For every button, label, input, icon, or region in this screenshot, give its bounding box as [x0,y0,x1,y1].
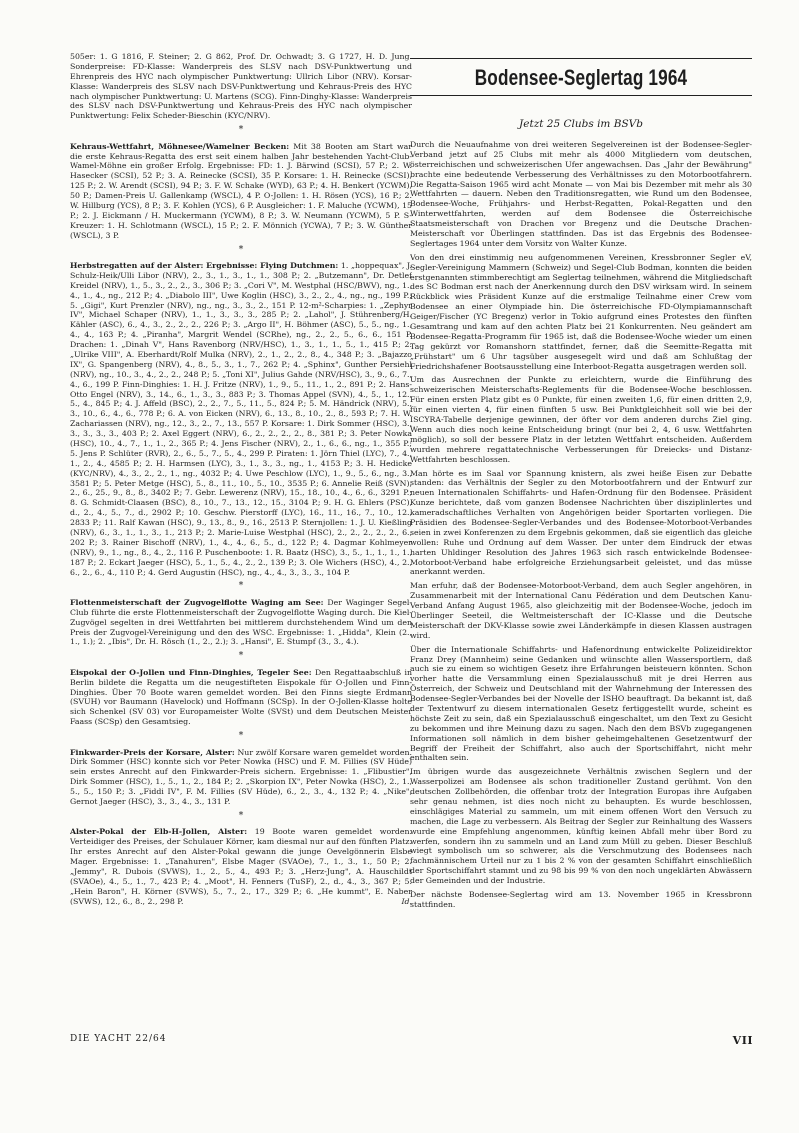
section-text: Mit 38 Booten am Start war die erste Kehraus-Regatta des erst seit einem halben Jahr bestehenden Yacht-Club-Wamel-Möhne ein großer Erfolg. Ergebnisse: FD: 1. J. Bärwind (SCSI), 57 P.; 2. W. Hasecker (SCSI), 52 P.; 3. A. Reinecke (SCSI), 35 P. Korsare: 1. H. Reinecke (SCSI), 125 P.; 2. W. Arendt (SCSI), 94 P.; 3. F. W. Schake (WYD), 63 P.; 4. H. Benkert (YCWM), 50 P.; Damen-Preis U. Gallenkamp (WSCL), 4 P. O-Jollen: 1. H. Rösen (YCS), 16 P.; 2. W. Hillburg (YCS), 8 P.; 3. F. Kohlen (YCS), 6 P. Ausgleicher: 1. F. Maluche (YCWM), 15 P.; 2. J. Eickmann / H. Muckermann (YCWM), 8 P.; 3. W. Neumann (YCWM), 5 P. S-Kreuzer: 1. H. Schlotmann (WSCL), 15 P.; 2. F. Mönnich (YCWA), 7 P.; 3. W. Günther (WSCL), 3 P. [70,141,412,240]
section-title: Finkwarder-Preis der Korsare, Alster: [70,747,235,757]
article-paragraph: Man hörte es im Saal vor Spannung knistern, als zwei heiße Eisen zur Debatte standen: das Verhältnis der Segler zu den Motorbootfahrern und der Entwurf zur neuen Internationalen Schiffahrts- und Hafen-Ordnung für den Bodensee. Präsident Kunze berichtete, daß vom ganzen Bodensee Nachrichten über disziplinlertes und kameradschaftliches Verhalten von Angehörigen beider Sportarten vorliegen. Die Präsidien des Bodensee-Segler-Verbandes und des Bodensee-Motorboot-Verbandes seien in zwei Konferenzen zu dem Ergebnis gekommen, daß sie eigentlich das gleiche wollen: Ruhe und Ordnung auf dem Wasser. Der unter dem Eindruck der etwas harten Uhldinger Resolution des Jahres 1963 sich rasch entwickelnde Bodensee-Motorboot-Verband habe erfolgreiche Erziehungsarbeit geleistet, und das müsse anerkannt werden. [410,468,752,577]
article-subheadline: Jetzt 25 Clubs im BSVb [519,118,643,130]
article-header [410,58,752,130]
section-title: Herbstregatten auf der Alster: Ergebnisse: Flying Dutchmen: [70,260,339,270]
section-text: Den Regattaabschluß in Berlin bildete die Regatta um die neugestifteten Eispokale für O-Jollen und Finn-Dinghies. Über 70 Boote waren gemeldet worden. Bei den Finns siegte Erdmann (SVUH) vor Baumann (Havelock) und Hoffmann (SCSp). In der O-Jollen-Klasse holte sich Schenkel (SV 03) vor Europameister Wolte (SVSt) und dem Deutschen Meister Faass (SCSp) den Gesamtsieg. [70,667,412,727]
section-text: 1. „hoppequax", J. Schulz-Heik/Ulli Libor (NRV), 2., 3., 1., 3., 1., 1., 308 P.; 2. „Butzemann", Dr. Detlef Kreidel (NRV), 1., 5., 3., 2., 2., 3., 306 P.; 3. „Cori V", M. Westphal (HSC/BWV), ng., 1., 4., 1., 4., ng., 212 P.; 4. „Diabolo III", Uwe Koglin (HSC), 3., 2., 2., 4., ng., ng., 199 P.; 5. „Gigi", Kurt Prenzler (NRV), ng., ng., 3., 3., 2., 151 P. 12-m²-Scharpies: 1. „Zephyr IV", Michael Schaper (NRV), 1., 1., 3., 3., 3., 285 P.; 2. „Lahol", J. Stührenberg/H. Kähler (ASC), 6., 4., 3., 2., 2., 2., 226 P.; 3. „Argo II", H. Böhmer (ASC), 5., 5., ng., 1., 4., 4., 163 P.; 4. „Piranha", Margrit Wendel (SCRhe), ng., 2., 2., 5., 6., 6., 151 P. Drachen: 1. „Dinah V", Hans Ravenborg (NRV/HSC), 1., 3., 1., 1., 5., 1., 415 P.; 2. „Ulrike VIII", A. Eberhardt/Rolf Mulka (NRV), 2., 1., 2., 2., 8., 4., 348 P.; 3. „Bajazzo IX", G. Spangenberg (NRV), 4., 8., 5., 3., 1., 7., 262 P.; 4. „Sphinx", Gunther Persiehl (NRV), ng., 10., 3., 4., 2., 2., 248 P.; 5. „Toni XI", Julius Gahde (NRV/HSC), 3., 9., 6., 7., 4., 6., 199 P. Finn-Dinghies: 1. H. J. Fritze (NRV), 1., 9., 5., 11., 1., 2., 891 P.; 2. Hans-Otto Engel (NRV), 3., 14., 6., 1., 3., 3., 883 P.; 3. Thomas Appel (SVN), 4., 5., 1., 12., 5., 4., 845 P.; 4. J. Affeld (BSC), 2., 2., 7., 5., 11., 5., 824 P.; 5. M. Händrick (NRV), 5., 3., 10., 6., 4., 6., 778 P.; 6. A. von Eicken (NRV), 6., 13., 8., 10., 2., 8., 593 P.; 7. H. W. Zachariassen (NRV), ng., 12., 3., 2., 7., 13., 557 P. Korsare: 1. Dirk Sommer (HSC), 3., 3., 3., 3., 3., 403 P.; 2. Axel Eggert (NRV), 6., 2., 2., 2., 2., 8., 381 P.; 3. Peter Nowka (HSC), 10., 4., 7., 1., 1., 2., 365 P.; 4. Jens Fischer (NRV), 2., 1., 6., 6., ng., 1., 355 P.; 5. Jens P. Schlüter (RVR), 2., 6., 5., 7., 5., 4., 299 P. Piraten: 1. Jörn Thiel (LYC), 7., 4., 1., 2., 4., 4585 P.; 2. H. Harmsen (LYC), 3., 1., 3., 3., ng., 1., 4153 P.; 3. H. Hedicke (KYC/NRV), 4., 3., 2., 2., 1., ng., 4032 P.; 4. Uwe Peschlow (LYC), 1., 9., 5., 6., ng., 3., 3581 P.; 5. Peter Metge (HSC), 5., 8., 11., 10., 5., 10., 3535 P.; 6. Annelie Reiß (SVN), 2., 6., 25., 9., 8., 8., 3402 P.; 7. Gebr. Lewerenz (NRV), 15., 18., 10., 4., 6., 6., 3291 P.; 8. G. Schmidt-Claasen (BSC), 8., 10., 7., 13., 12., 15., 3104 P.; 9. H. G. Ehlers (PSC), d., 2., 4., 5., 7., d., 2902 P.; 10. Geschw. Pierstorff (LYC), 16., 11., 16., 7., 10., 12., 2833 P.; 11. Ralf Kawan (HSC), 9., 13., 8., 9., 16., 2513 P. Sternjollen: 1. J. U. Kießling (NRV), 6., 3., 1., 1., 3., 1., 213 P.; 2. Marie-Luise Westphal (HSC), 2., 2., 2., 2., 2., 6., 202 P.; 3. Rainer Bischoff (NRV), 1., 4., 4., 6., 5., d., 122 P.; 4. Dagmar Kohlmeyer (NRV), 9., 1., ng., 8., 4., 2., 116 P. Puschenboote: 1. R. Baatz (HSC), 3., 5., 1., 1., 1., 1., 187 P.; 2. Eckart Jaeger (HSC), 5., 1., 5., 4., 2., 2., 139 P.; 3. Ole Wichers (HSC), 4., 2., 6., 2., 6., 4., 110 P.; 4. Gerd Augustin (HSC), ng., 4., 4., 3., 3., 3., 104 P. [70,260,412,577]
section-separator: * [238,125,244,136]
headline-bottom-rule [410,95,752,96]
article-paragraph: Im übrigen wurde das ausgezeichnete Verhältnis zwischen Seglern und der Wasserpolizei am Bodensee als schon traditioneller Zustand gerühmt. Von den deutschen Zollbehörden, die offenbar trotz der Integration Europas ihre Aufgaben sehr genau nehmen, ist dies noch nicht zu behaupten. Es wurde beschlossen, einschlägiges Material zu sammeln, um mit einem offenen Wort den Versuch zu machen, die Lage zu verbessern. Als Beitrag der Segler zur Reinhaltung des Wassers wurde eine Empfehlung angenommen, künftig keinen Abfall mehr über Bord zu werfen, sondern ihn zu sammeln und an Land zum Müll zu geben. Dieser Beschluß wiegt symbolisch um so schwerer, als die Verschmutzung des Bodensees nach fachmännischem Urteil nur zu 1 bis 2 % von der gesamten Schiffahrt einschließlich der Sportschiffahrt stammt und zu 98 bis 99 % von den noch ungeklärten Abwässern der Gemeinden und der Industrie. [410,767,752,886]
results-section [70,827,412,906]
article-paragraph: Von den drei einstimmig neu aufgenommenen Vereinen, Kressbronner Segler eV, Segler-Vereinigung Mammern (Schweiz) und Segel-Club Bodman, konnten die beiden erstgenannten stimmberechtigt am Seglertag teilnehmen, während die Mitgliedschaft des SC Bodman erst nach der Anerkennung durch den DSV wirksam wird. In seinem Rückblick wies Präsident Kunze auf die erstmalige Teilnahme einer Crew vom Bodensee an einer Olympiade hin. Die österreichische FD-Olympiamannschaft Geiger/Fischer (YC Bregenz) verlor in Tokio aufgrund eines Protestes den fünften Gesamtrang und kam auf den achten Platz bei 21 Konkurrenten. Neu geändert am Bodensee-Regatta-Programm für 1965 ist, daß die Bodensee-Woche wieder um einen Tag gekürzt vor Romanshorn stattfindet, ferner, daß die Seemitte-Regatta mit „Frühstart" um 6 Uhr tagsüber ausgesegelt wird und daß am Schlußtag der Friedrichshafener Bootsausstellung eine Interboot-Regatta ausgetragen werden soll. [410,252,752,371]
results-section [70,668,412,727]
section-title: Flottenmeisterschaft der Zugvogelflotte Waging am See: [70,597,324,607]
section-separator: * [238,244,244,255]
section-text: 19 Boote waren gemeldet worden. Verteidiger des Preises, der Schulauer Körner, kam diesmal nur auf den fünften Platz. Ihr erstes Anrecht auf den Alster-Pokal gewann die junge Oevelgönnerin Elsbe Mager. Ergebnisse: 1. „Tanahuren", Elsbe Mager (SVAOe), 7., 1., 3., 1., 50 P.; 2. „Jemmy", R. Dubois (SVWS), 1., 2., 5., 4., 493 P.; 3. „Herz-Jung", A. Hauschildt (SVAOe), 4., 5., 1., 7., 423 P.; 4. „Moot", H. Fenners (TuSF), 2., d., 4., 3., 367 P.; 5. „Hein Baron", H. Körner (SVWS), 5., 7., 2., 17., 329 P.; 6. „He kummt", E. Naber (SVWS), 12., 6., 8., 2., 298 P. [70,827,412,906]
magazine-issue: DIE YACHT 22/64 [70,1034,167,1044]
article-paragraph: Durch die Neuaufnahme von drei weiteren Segelvereinen ist der Bodensee-Segler-Verband jetzt auf 25 Clubs mit mehr als 4000 Mitgliedern vom deutschen, österreichischen und schweizerischen Ufer angewachsen. Das „Jahr der Bewährung" brachte eine bedeutende Verbesserung des Verhältnisses zu den Motorbootfahrern. Die Regatta-Saison 1965 wird acht Monate — von Mai bis Dezember mit mehr als 30 Wettfahrten — dauern. Neben den Traditionsregatten, wie Rund um den Bodensee, Bodensee-Woche, Frühjahrs- und Herbst-Regatten, Pokal-Regatten und den Winterwettfahrten, werden auf dem Bodensee die Österreichische Staatsmeisterschaft von Drachen vor Bregenz und die Deutsche Drachen-Meisterschaft vor Überlingen stattfinden. Das ist das Ergebnis des Bodensee-Seglertages 1964 unter dem Vorsitz von Walter Kunze. [410,140,752,248]
section-text: Der Waginger Segel-Club führte die erste Flottenmeisterschaft der Zugvogelflotte Waging durch. Die Kiel-Zugvögel segelten in drei Wettfahrten bei mittlerem durchstehendem Wind um den Preis der Zugvogel-Vereinigung und den des WSC. Ergebnisse: 1. „Hidda", Klein (2., 1., 1.); 2. „Ibis", Dr. H. Rösch (1., 2., 2.); 3. „Hansi", E. Stumpf (3., 3., 4.). [70,597,412,647]
results-section [70,598,412,647]
section-title: Kehraus-Wettfahrt, Möhnesee/Wamelner Becken: [70,141,290,151]
article-paragraph: Man erfuhr, daß der Bodensee-Motorboot-Verband, dem auch Segler angehören, in Zusammenarbeit mit der International Canu Fédération und dem Deutschen Kanu-Verband Anfang August 1965, also gleichzeitig mit der Bodensee-Woche, jedoch im Überlinger Seeteil, die Weltmeisterschaft der IC-Klasse und die Deutsche Meisterschaft der DKV-Klasse sowie zwei Länderkämpfe in diesen Klassen austragen wird. [410,581,752,640]
article-paragraph: Der nächste Bodensee-Seglertag wird am 13. November 1965 in Kressbronn stattfinden. [410,890,752,909]
results-column [70,52,412,1037]
section-text: Nur zwölf Korsare waren gemeldet worden. Dirk Sommer (HSC) konnte sich vor Peter Nowka (HSC) und F. M. Fillies (SV Hüde) sein erstes Anrecht auf den Finkwarder-Preis sichern. Ergebnisse: 1. „Flibustier", Dirk Sommer (HSC), 1., 5., 1., 2., 184 P.; 2. „Skorpion IX", Peter Nowka (HSC), 2., 1., 5., 5., 150 P.; 3. „Fiddi IV", F. M. Fillies (SV Hüde), 6., 2., 3., 4., 132 P.; 4. „Nike", Gernot Jaeger (HSC), 3., 3., 4., 3., 131 P. [70,747,412,806]
article-paragraph: Über die Internationale Schiffahrts- und Hafenordnung entwickelte Polizeidirektor Franz Drey (Mannheim) seine Gedanken und wünschte allen Wassersportlern, daß auch sie zu einem so wichtigen Gesetz ihre Erfahrungen beisteuern könnten. Schon vorher hatte die Versammlung einen Spezialausschuß mit je drei Herren aus Österreich, der Schweiz und Deutschland mit der Wahrnehmung der Interessen des Bodensee-Segler-Verbandes bei der Novelle der ISHO beauftragt. Da bekannt ist, daß der Textentwurf zu diesem internationalen Gesetz fertiggestellt wurde, scheint es höchste Zeit zu sein, daß ein Spezialausschuß eingeschaltet, um den Text zu Gesicht zu bekommen und ihre Meinung dazu zu sagen. Nach den dem BSVb zugegangenen Informationen soll nämlich in dem bisher geheimgehaltenen Gesetzentwurf der Begriff der Freiheit der Schiffahrt, also auch der Sportschiffahrt, nicht mehr enthalten sein. [410,644,752,763]
article-headline: Bodensee-Seglertag 1964 [474,65,688,90]
article-body [410,140,752,1010]
page-footer [70,1034,753,1048]
section-separator: * [238,810,244,821]
results-section [70,748,412,807]
section-title: Alster-Pokal der Elb-H-Jollen, Alster: [70,827,248,837]
author-signature: Id. [401,896,412,906]
results-intro: 505er: 1. G 1816, F. Steiner; 2. G 862, Prof. Dr. Ochwadt; 3. G 1727, H. D. Jung. Sonderpreise: FD-Klasse: Wanderpreis des SLSV nach DSV-Punktwertung und Ehrenpreis des HYC nach olympischer Punktwertung: Ullrich Libor (NRV). Korsar-Klasse: Wanderpreis des SLSV nach DSV-Punktwertung und Kehraus-Preis des HYC nach olympischer Punktwertung: U. Martens (SCG). Finn-Dinghy-Klasse: Wanderpreis des SLSV nach DSV-Punktwertung und Kehraus-Preis des HYC nach olympischer Punktwertung: Felix Scheder-Bieschin (KYC/NRV). [70,52,412,121]
section-separator: * [238,651,244,662]
results-section [70,261,412,578]
results-section [70,142,412,241]
page-number: VII [732,1034,753,1047]
section-separator: * [238,581,244,592]
section-separator: * [238,731,244,742]
section-title: Eispokal der O-Jollen und Finn-Dinghies, Tegeler See: [70,667,312,677]
article-paragraph: Um das Ausrechnen der Punkte zu erleichtern, wurde die Einführung des schweizerischen Meisterschafts-Reglements für die Bodensee-Woche beschlossen. Für einen ersten Platz gibt es 0 Punkte, für einen zweiten 1,6, für einen dritten 2,9, für einen vierten 4, für einen fünften 5 usw. Bei Punktgleichheit soll wie bei der ISCYRA-Tabelle derjenige gewinnen, der öfter vor dem anderen durchs Ziel ging. Wenn auch dies noch keine Entscheidung bringt (nur bei 2, 4, 6 usw. Wettfahrten möglich), so soll der bessere Platz in der letzten Wettfahrt entscheiden. Außerdem wurden mehrere regattatechnische Verbesserungen für Dreiecks- und Distanz-Wettfahrten beschlossen. [410,375,752,464]
